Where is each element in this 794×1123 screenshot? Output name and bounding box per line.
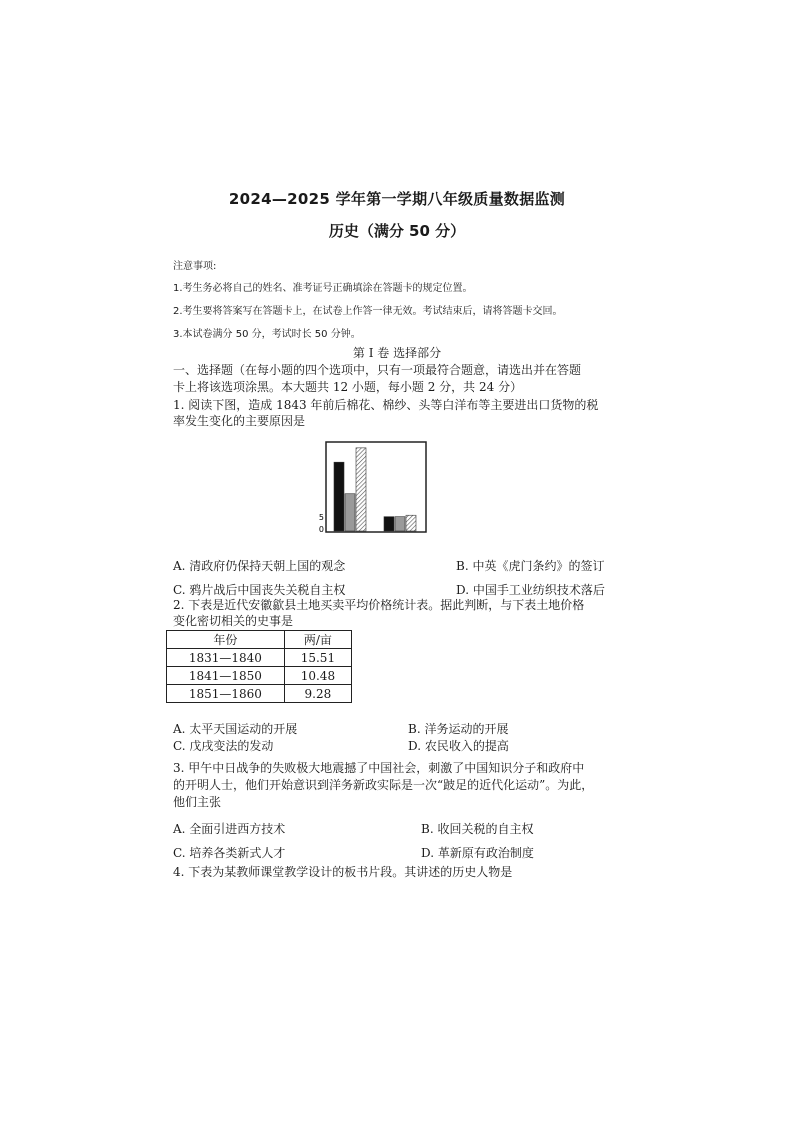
bar-0-1 xyxy=(345,494,355,531)
q3-stem: 的开明人士，他们开始意识到洋务新政实际是一次“跛足的近代化运动”。为此， xyxy=(173,778,594,792)
table-row xyxy=(167,667,352,685)
y-tick-label: 5 xyxy=(318,513,324,522)
q2-option-b[interactable]: B. 洋务运动的开展 xyxy=(408,722,509,736)
table-cell: 9.28 xyxy=(284,685,351,703)
q2-option-d[interactable]: D. 农民收入的提高 xyxy=(408,739,509,753)
q3-option-b[interactable]: B. 收回关税的自主权 xyxy=(421,822,534,836)
note-item: 3.本试卷满分 50 分，考试时长 50 分钟。 xyxy=(173,329,361,340)
note-item: 1.考生务必将自己的姓名、准考证号正确填涂在答题卡的规定位置。 xyxy=(173,283,473,294)
q1-option-c[interactable]: C. 鸦片战后中国丧失关税自主权 xyxy=(173,583,346,597)
q1-option-b[interactable]: B. 中英《虎门条约》的签订 xyxy=(456,559,605,573)
table-header-row xyxy=(167,631,352,649)
table-cell: 10.48 xyxy=(284,667,351,685)
section-intro: 一、选择题（在每小题的四个选项中，只有一项最符合题意，请选出并在答题 xyxy=(173,363,582,377)
chart-bars xyxy=(334,448,416,531)
bar-0-0 xyxy=(334,462,344,531)
q2-stem: 2. 下表是近代安徽歙县土地买卖平均价格统计表。据此判断，与下表土地价格 xyxy=(173,598,585,612)
q1-stem: 1. 阅读下图，造成 1843 年前后棉花、棉纱、头等白洋布等主要进出口货物的税 xyxy=(173,398,599,412)
q2-option-c[interactable]: C. 戊戌变法的发动 xyxy=(173,739,274,753)
exam-subtitle: 历史（满分 50 分） xyxy=(328,222,466,240)
q3-option-c[interactable]: C. 培养各类新式人才 xyxy=(173,846,286,860)
q2-stem: 变化密切相关的史事是 xyxy=(173,614,294,628)
q2-option-a[interactable]: A. 太平天国运动的开展 xyxy=(173,722,298,736)
bar-1-0 xyxy=(384,517,394,531)
table-header: 年份 xyxy=(167,631,285,649)
notes-heading: 注意事项: xyxy=(173,261,217,272)
q3-stem: 他们主张 xyxy=(173,795,222,809)
y-tick-label: 0 xyxy=(318,525,324,534)
section-intro: 卡上将该选项涂黑。本大题共 12 小题，每小题 2 分，共 24 分） xyxy=(173,380,523,394)
q3-option-a[interactable]: A. 全面引进西方技术 xyxy=(173,822,286,836)
q1-option-d[interactable]: D. 中国手工业纺织技术落后 xyxy=(456,583,605,597)
table-cell: 15.51 xyxy=(284,649,351,667)
bar-1-2 xyxy=(406,515,416,531)
table-row xyxy=(167,685,352,703)
q3-option-d[interactable]: D. 革新原有政治制度 xyxy=(421,846,534,860)
bar-0-2 xyxy=(356,448,366,531)
q1-option-a[interactable]: A. 清政府仍保持天朝上国的观念 xyxy=(173,559,346,573)
note-item: 2.考生要将答案写在答题卡上，在试卷上作答一律无效。考试结束后，请将答题卡交回。 xyxy=(173,306,563,317)
land-price-table xyxy=(166,630,352,703)
section-heading: 第 Ⅰ 卷 选择部分 xyxy=(352,346,442,360)
table-cell: 1831—1840 xyxy=(167,649,285,667)
tariff-bar-chart xyxy=(318,440,428,536)
q1-stem: 率发生变化的主要原因是 xyxy=(173,414,306,428)
table-header: 两/亩 xyxy=(284,631,351,649)
table-cell: 1851—1860 xyxy=(167,685,285,703)
table-row xyxy=(167,649,352,667)
q4-stem: 4. 下表为某教师课堂教学设计的板书片段。其讲述的历史人物是 xyxy=(173,865,513,879)
table-cell: 1841—1850 xyxy=(167,667,285,685)
bar-1-1 xyxy=(395,517,405,531)
q3-stem: 3. 甲午中日战争的失败极大地震撼了中国社会，刺激了中国知识分子和政府中 xyxy=(173,761,585,775)
exam-title: 2024—2025 学年第一学期八年级质量数据监测 xyxy=(228,190,566,208)
